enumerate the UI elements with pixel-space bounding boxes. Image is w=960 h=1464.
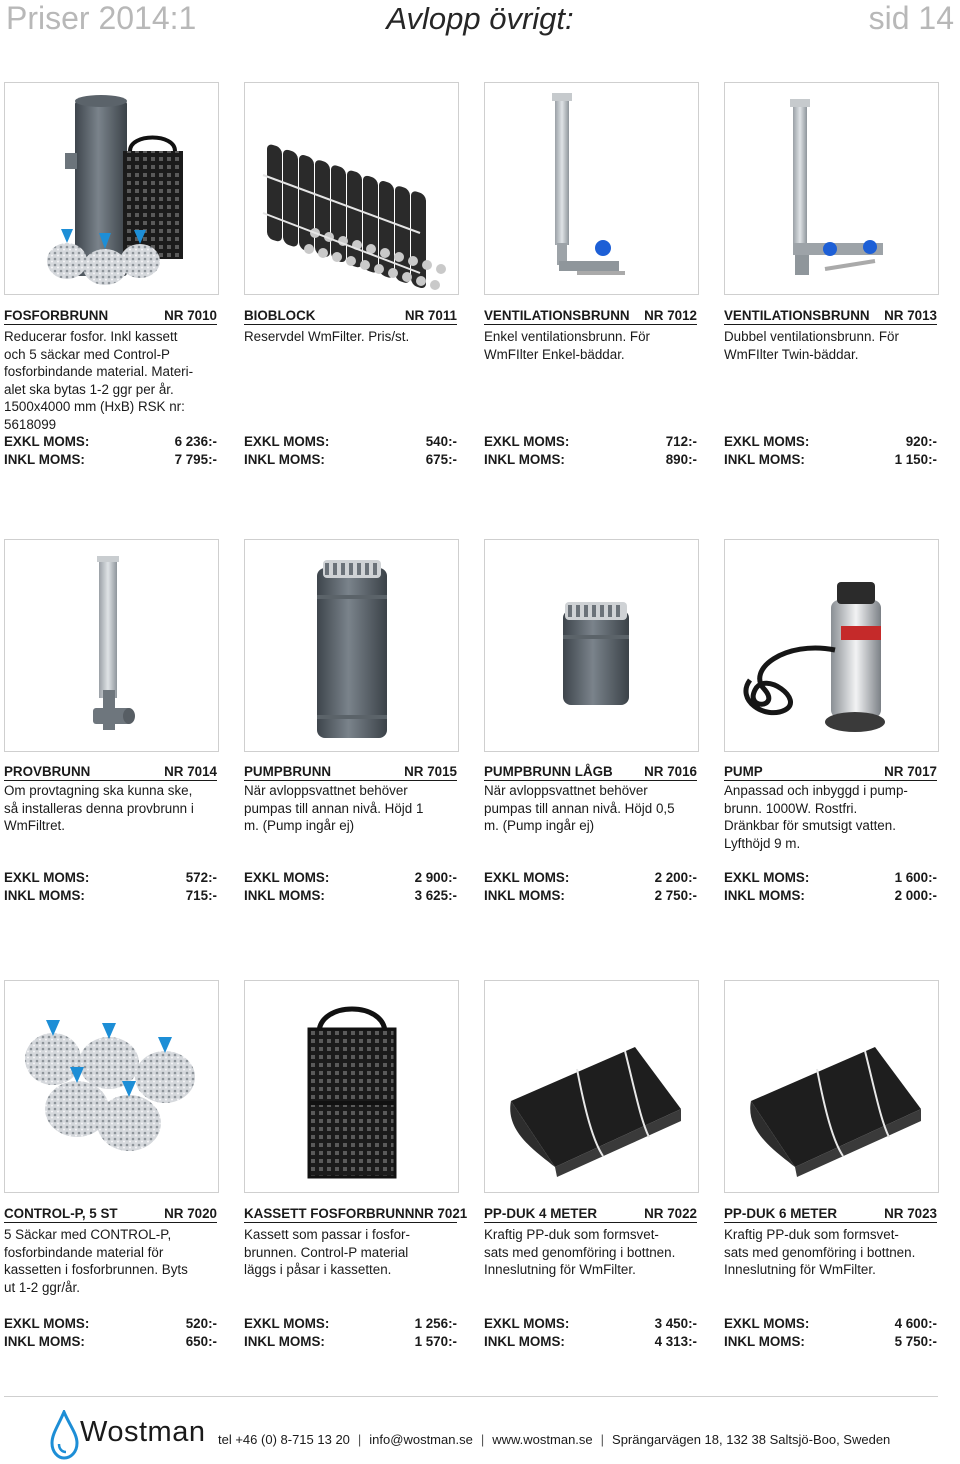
price-value: 2 000:- xyxy=(894,888,937,903)
price-incl-vat xyxy=(484,452,697,467)
price-label: EXKL MOMS: xyxy=(244,434,330,449)
price-label: INKL MOMS: xyxy=(244,888,325,903)
product-name: PUMPBRUNN LÅGB xyxy=(484,764,613,779)
separator: | xyxy=(357,1432,362,1447)
separator: | xyxy=(600,1432,605,1447)
price-label: EXKL MOMS: xyxy=(244,1316,330,1331)
product-number: NR 7016 xyxy=(644,764,697,779)
price-value: 4 600:- xyxy=(894,1316,937,1331)
product-title xyxy=(4,764,217,781)
product-name: VENTILATIONSBRUNN xyxy=(484,308,630,323)
product-description: När avloppsvattnet behöver pumpas till annan nivå. Höjd 1 m. (Pump ingår ej) xyxy=(244,783,424,834)
pp-duk-icon xyxy=(485,981,698,1192)
product-image xyxy=(4,82,219,295)
pumpbrunn-icon xyxy=(245,540,458,751)
product-description: Kraftig PP-duk som formsvet- sats med genomföring i bottnen. Inneslutning för WmFilter. xyxy=(724,1227,916,1278)
price-label: INKL MOMS: xyxy=(244,1334,325,1349)
price-label: INKL MOMS: xyxy=(484,452,565,467)
price-value: 7 795:- xyxy=(174,452,217,467)
page-number: sid 14 xyxy=(868,0,954,36)
product-image xyxy=(724,82,939,295)
price-value: 4 313:- xyxy=(654,1334,697,1349)
separator: | xyxy=(480,1432,485,1447)
section-title: Avlopp övrigt: xyxy=(386,1,574,36)
price-incl-vat xyxy=(484,888,697,903)
price-value: 2 200:- xyxy=(654,870,697,885)
product-name: PP-DUK 4 METER xyxy=(484,1206,598,1221)
product-image xyxy=(484,980,699,1193)
product-image xyxy=(4,980,219,1193)
price-label: EXKL MOMS: xyxy=(4,1316,90,1331)
price-value: 2 900:- xyxy=(414,870,457,885)
product-image xyxy=(484,539,699,752)
email-link[interactable]: info@wostman.se xyxy=(369,1432,473,1447)
product-image xyxy=(244,82,459,295)
product-description: 5 Säckar med CONTROL-P, fosforbindande material för kassetten i fosforbrunnen. Byts ut 1-2 ggr/år. xyxy=(4,1227,188,1295)
product-title xyxy=(484,764,697,781)
price-incl-vat xyxy=(484,1334,697,1349)
product-title xyxy=(484,308,697,325)
water-drop-icon xyxy=(50,1410,80,1460)
price-incl-vat xyxy=(4,888,217,903)
price-label: EXKL MOMS: xyxy=(724,434,810,449)
price-value: 1 150:- xyxy=(894,452,937,467)
product-name: CONTROL-P, 5 ST xyxy=(4,1206,118,1221)
product-image xyxy=(244,980,459,1193)
phone-number: tel +46 (0) 8-715 13 20 xyxy=(218,1432,350,1447)
price-excl-vat xyxy=(724,434,937,449)
product-number: NR 7013 xyxy=(884,308,937,323)
product-title xyxy=(724,764,937,781)
price-label: INKL MOMS: xyxy=(4,452,85,467)
price-label: INKL MOMS: xyxy=(484,888,565,903)
product-title xyxy=(4,308,217,325)
price-incl-vat xyxy=(244,888,457,903)
product-title xyxy=(244,764,457,781)
website-link[interactable]: www.wostman.se xyxy=(492,1432,593,1447)
product-image xyxy=(724,539,939,752)
vent-double-icon xyxy=(725,83,938,294)
price-label: EXKL MOMS: xyxy=(244,870,330,885)
price-label: EXKL MOMS: xyxy=(484,1316,570,1331)
price-incl-vat xyxy=(724,1334,937,1349)
price-incl-vat xyxy=(724,452,937,467)
product-image xyxy=(484,82,699,295)
price-label: EXKL MOMS: xyxy=(484,870,570,885)
product-number: NR 7023 xyxy=(884,1206,937,1221)
fosforbrunn-icon xyxy=(5,83,218,294)
product-title xyxy=(244,1206,468,1223)
product-description: Om provtagning ska kunna ske, så installeras denna provbrunn i WmFiltret. xyxy=(4,783,194,834)
price-value: 1 256:- xyxy=(414,1316,457,1331)
bioblock-icon xyxy=(245,83,458,294)
price-excl-vat xyxy=(724,1316,937,1331)
price-incl-vat xyxy=(244,1334,457,1349)
pumpbrunn-low-icon xyxy=(485,540,698,751)
footer-divider xyxy=(4,1396,938,1397)
price-value: 1 570:- xyxy=(414,1334,457,1349)
product-image xyxy=(244,539,459,752)
product-description: Anpassad och inbyggd i pump- brunn. 1000W. Rostfri. Dränkbar för smutsigt vatten. Lyfthöjd 9 m. xyxy=(724,783,908,851)
product-name: PROVBRUNN xyxy=(4,764,91,779)
price-label: INKL MOMS: xyxy=(4,1334,85,1349)
product-title xyxy=(724,1206,937,1223)
product-number: NR 7020 xyxy=(164,1206,217,1221)
price-value: 890:- xyxy=(665,452,697,467)
product-title xyxy=(244,308,457,325)
price-label: INKL MOMS: xyxy=(244,452,325,467)
kassett-icon xyxy=(245,981,458,1192)
product-name: PUMPBRUNN xyxy=(244,764,332,779)
price-excl-vat xyxy=(484,434,697,449)
pump-icon xyxy=(725,540,938,751)
product-name: KASSETT FOSFORBRUNN xyxy=(244,1206,415,1221)
product-number: NR 7022 xyxy=(644,1206,697,1221)
price-value: 712:- xyxy=(665,434,697,449)
price-value: 572:- xyxy=(185,870,217,885)
page-header xyxy=(0,0,960,44)
product-description: Reducerar fosfor. Inkl kassett och 5 säckar med Control-P fosforbindande material. Materi- alet ska bytas 1-2 ggr per år. 1500x4000 mm (HxB) RSK nr: 5618099 xyxy=(4,329,194,432)
price-excl-vat xyxy=(724,870,937,885)
price-label: EXKL MOMS: xyxy=(484,434,570,449)
price-label: INKL MOMS: xyxy=(724,452,805,467)
price-excl-vat xyxy=(244,434,457,449)
price-value: 2 750:- xyxy=(654,888,697,903)
product-name: FOSFORBRUNN xyxy=(4,308,109,323)
price-excl-vat xyxy=(244,1316,457,1331)
provbrunn-icon xyxy=(5,540,218,751)
price-excl-vat xyxy=(484,870,697,885)
pp-duk-icon xyxy=(725,981,938,1192)
product-name: VENTILATIONSBRUNN xyxy=(724,308,870,323)
product-name: BIOBLOCK xyxy=(244,308,316,323)
price-label: EXKL MOMS: xyxy=(4,870,90,885)
product-description: Kraftig PP-duk som formsvet- sats med genomföring i bottnen. Inneslutning för WmFilter. xyxy=(484,1227,676,1278)
price-value: 5 750:- xyxy=(894,1334,937,1349)
product-number: NR 7021 xyxy=(414,1206,468,1221)
price-value: 675:- xyxy=(425,452,457,467)
brand-name: Wostman xyxy=(80,1416,206,1448)
price-excl-vat xyxy=(4,1316,217,1331)
price-value: 6 236:- xyxy=(174,434,217,449)
product-number: NR 7010 xyxy=(164,308,217,323)
product-image xyxy=(724,980,939,1193)
product-image xyxy=(4,539,219,752)
product-number: NR 7017 xyxy=(884,764,937,779)
price-label: EXKL MOMS: xyxy=(4,434,90,449)
price-label: INKL MOMS: xyxy=(484,1334,565,1349)
price-value: 540:- xyxy=(425,434,457,449)
price-excl-vat xyxy=(244,870,457,885)
price-value: 715:- xyxy=(185,888,217,903)
price-value: 520:- xyxy=(185,1316,217,1331)
product-description: Dubbel ventilationsbrunn. För WmFIlter Twin-bäddar. xyxy=(724,329,899,362)
product-title xyxy=(4,1206,217,1223)
vent-single-icon xyxy=(485,83,698,294)
price-label: EXKL MOMS: xyxy=(724,1316,810,1331)
price-incl-vat xyxy=(4,452,217,467)
price-value: 1 600:- xyxy=(894,870,937,885)
price-excl-vat xyxy=(484,1316,697,1331)
price-label: INKL MOMS: xyxy=(4,888,85,903)
price-value: 3 625:- xyxy=(414,888,457,903)
product-number: NR 7011 xyxy=(404,308,457,323)
product-number: NR 7015 xyxy=(404,764,457,779)
brand-logo xyxy=(50,1410,210,1458)
product-description: Enkel ventilationsbrunn. För WmFIlter Enkel-bäddar. xyxy=(484,329,650,362)
price-incl-vat xyxy=(724,888,937,903)
product-number: NR 7012 xyxy=(644,308,697,323)
contact-info xyxy=(218,1432,890,1447)
price-label: INKL MOMS: xyxy=(724,888,805,903)
price-label: EXKL MOMS: xyxy=(724,870,810,885)
product-title xyxy=(724,308,937,325)
price-excl-vat xyxy=(4,870,217,885)
price-value: 920:- xyxy=(905,434,937,449)
price-value: 650:- xyxy=(185,1334,217,1349)
control-p-bags-icon xyxy=(5,981,218,1192)
product-title xyxy=(484,1206,697,1223)
price-value: 3 450:- xyxy=(654,1316,697,1331)
product-description: Kassett som passar i fosfor- brunnen. Control-P material läggs i påsar i kassetten. xyxy=(244,1227,410,1278)
price-label: INKL MOMS: xyxy=(724,1334,805,1349)
product-number: NR 7014 xyxy=(164,764,217,779)
price-incl-vat xyxy=(244,452,457,467)
product-description: När avloppsvattnet behöver pumpas till annan nivå. Höjd 0,5 m. (Pump ingår ej) xyxy=(484,783,675,834)
price-list-title: Priser 2014:1 xyxy=(6,0,197,36)
price-incl-vat xyxy=(4,1334,217,1349)
product-description: Reservdel WmFilter. Pris/st. xyxy=(244,329,410,344)
product-name: PP-DUK 6 METER xyxy=(724,1206,838,1221)
price-excl-vat xyxy=(4,434,217,449)
product-name: PUMP xyxy=(724,764,763,779)
address: Sprängarvägen 18, 132 38 Saltsjö-Boo, Sweden xyxy=(612,1432,891,1447)
